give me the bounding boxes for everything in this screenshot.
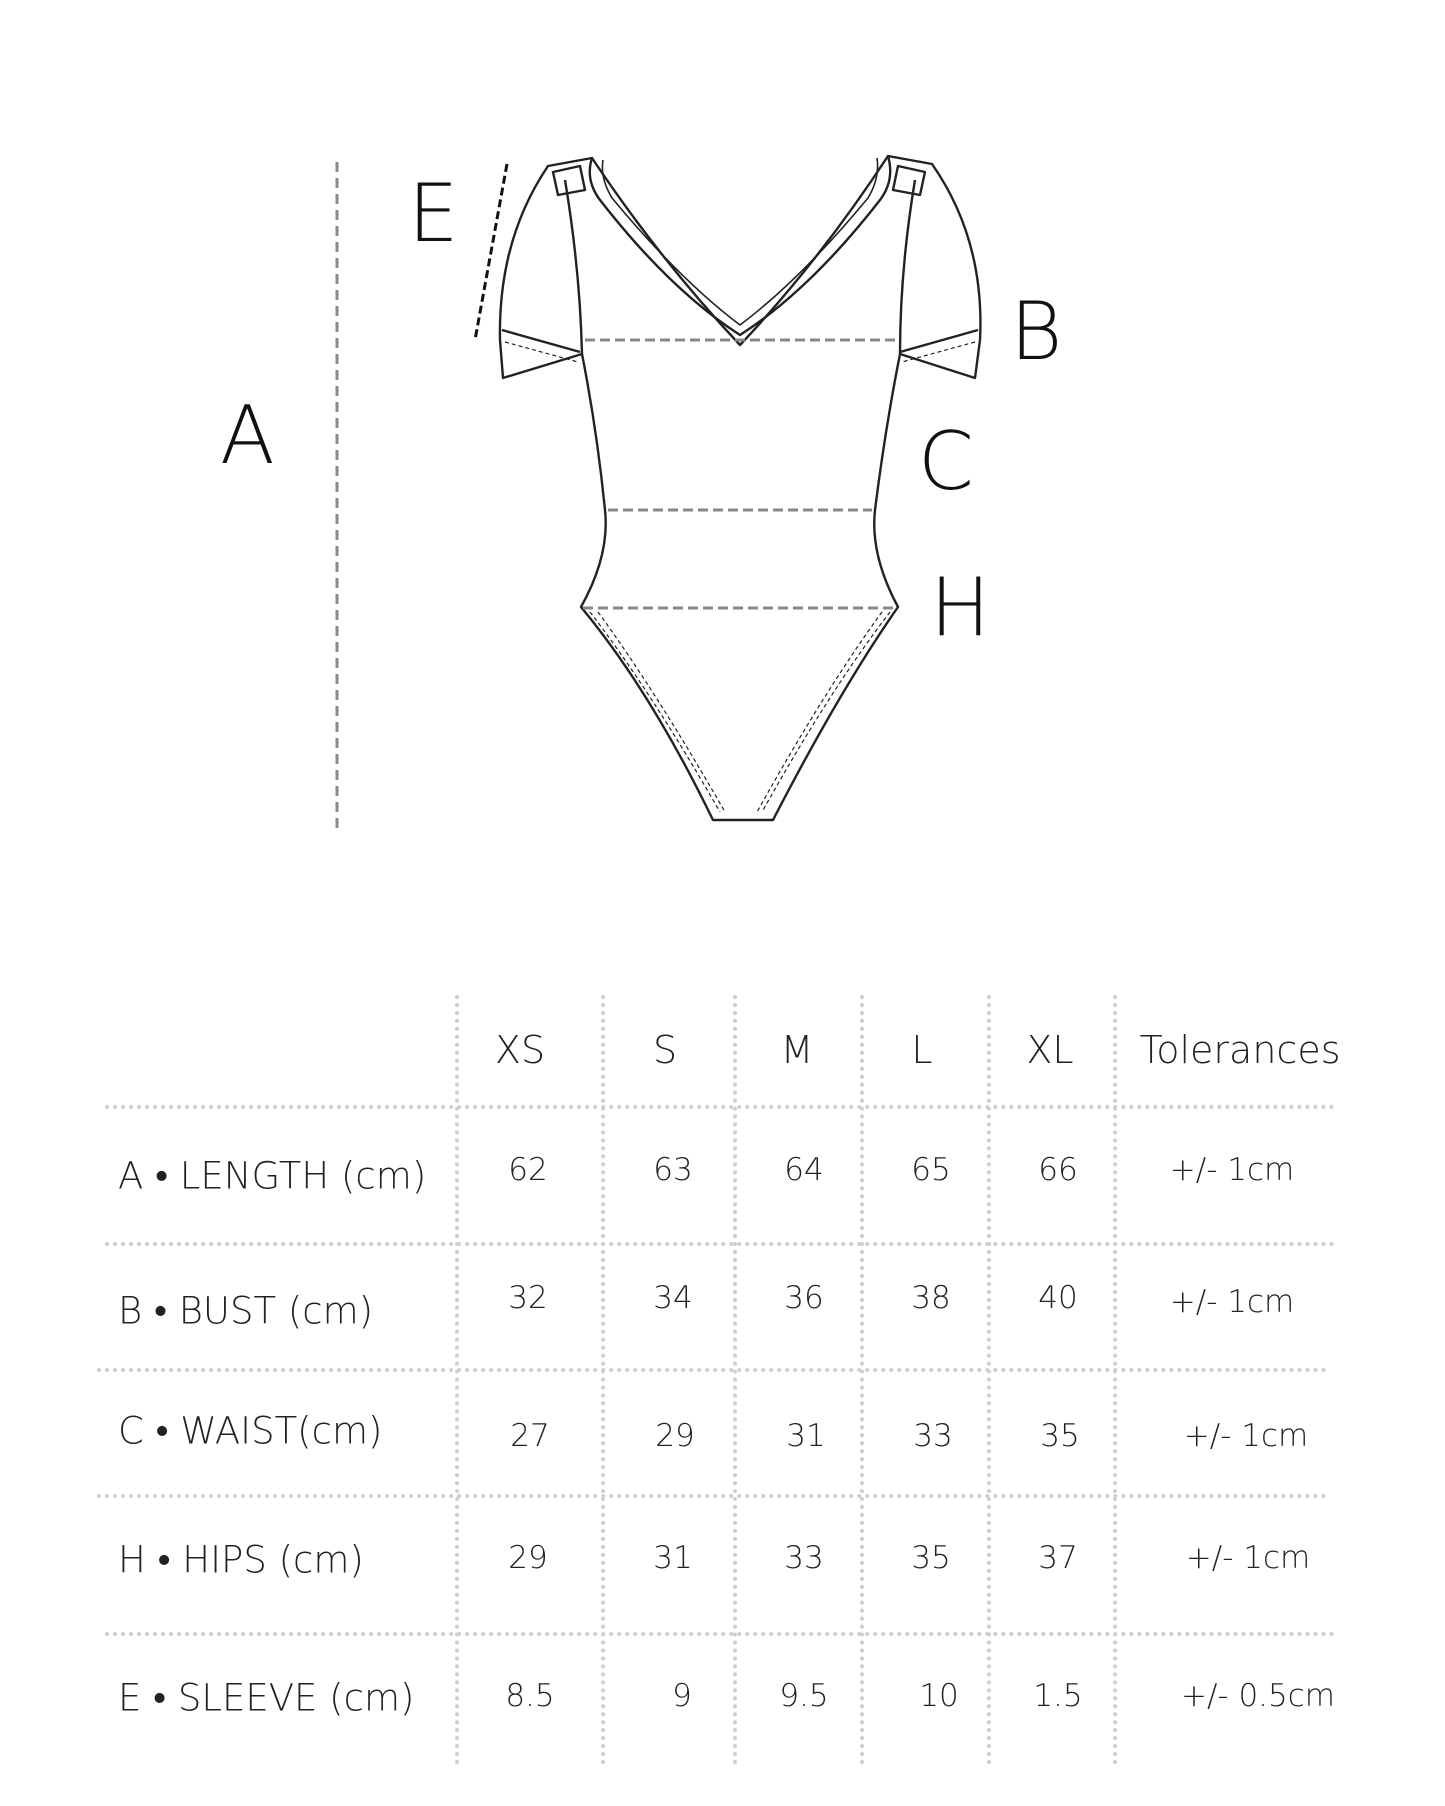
cell-length-xs: 62 (508, 1152, 548, 1188)
cell-bust-xs: 32 (508, 1280, 548, 1316)
cell-bust-tolerance: +/- 1cm (1169, 1284, 1295, 1320)
label-c: C (918, 415, 974, 508)
cell-hips-tolerance: +/- 1cm (1185, 1540, 1311, 1576)
cell-length-tolerance: +/- 1cm (1169, 1152, 1295, 1188)
size-chart-table (0, 980, 1445, 1770)
cell-length-m: 64 (784, 1152, 824, 1188)
cell-hips-l: 35 (911, 1540, 951, 1576)
label-b: B (1010, 285, 1063, 378)
cell-bust-l: 38 (911, 1280, 951, 1316)
cell-bust-xl: 40 (1038, 1280, 1078, 1316)
header-tolerances: Tolerances (1139, 1028, 1341, 1072)
leotard-illustration (0, 0, 1445, 860)
row-divider (105, 1242, 1335, 1246)
cell-hips-m: 33 (784, 1540, 824, 1576)
column-divider (733, 995, 737, 1765)
row-label-hips: H • HIPS (cm) (118, 1538, 364, 1582)
cell-waist-s: 29 (655, 1418, 695, 1454)
cell-hips-xl: 37 (1038, 1540, 1078, 1576)
cell-bust-m: 36 (784, 1280, 824, 1316)
header-m: M (780, 1028, 814, 1072)
header-xl: XL (1026, 1028, 1074, 1072)
column-divider (860, 995, 864, 1765)
leotard-outline (500, 156, 981, 820)
cell-waist-l: 33 (913, 1418, 953, 1454)
cell-length-s: 63 (653, 1152, 693, 1188)
cell-sleeve-xl: 1.5 (1033, 1678, 1083, 1714)
cell-waist-m: 31 (786, 1418, 826, 1454)
column-divider (601, 995, 605, 1765)
row-label-waist: C • WAIST(cm) (118, 1409, 383, 1453)
cell-sleeve-s: 9 (672, 1678, 692, 1714)
column-divider (1113, 995, 1117, 1765)
cell-bust-s: 34 (653, 1280, 693, 1316)
label-e: E (408, 167, 459, 260)
cell-waist-xl: 35 (1040, 1418, 1080, 1454)
cell-waist-xs: 27 (510, 1418, 550, 1454)
cell-length-l: 65 (911, 1152, 951, 1188)
row-label-sleeve: E • SLEEVE (cm) (118, 1676, 415, 1720)
header-s: S (652, 1028, 678, 1072)
label-h: H (930, 561, 991, 654)
column-divider (987, 995, 991, 1765)
cell-sleeve-m: 9.5 (779, 1678, 829, 1714)
header-xs: XS (494, 1028, 546, 1072)
cell-waist-tolerance: +/- 1cm (1183, 1418, 1309, 1454)
row-divider (105, 1632, 1335, 1636)
column-divider (455, 995, 459, 1765)
cell-hips-xs: 29 (508, 1540, 548, 1576)
label-a: A (220, 389, 275, 482)
cell-sleeve-l: 10 (919, 1678, 959, 1714)
garment-diagram (0, 0, 1445, 860)
header-l: L (911, 1028, 933, 1072)
row-label-bust: B • BUST (cm) (118, 1289, 374, 1333)
row-divider (105, 1105, 1335, 1109)
row-divider (97, 1494, 1327, 1498)
row-label-length: A • LENGTH (cm) (118, 1154, 427, 1198)
cell-sleeve-tolerance: +/- 0.5cm (1180, 1678, 1336, 1714)
sleeve-measure-line (475, 164, 507, 340)
cell-sleeve-xs: 8.5 (505, 1678, 555, 1714)
cell-hips-s: 31 (653, 1540, 693, 1576)
row-divider (97, 1368, 1327, 1372)
cell-length-xl: 66 (1038, 1152, 1078, 1188)
